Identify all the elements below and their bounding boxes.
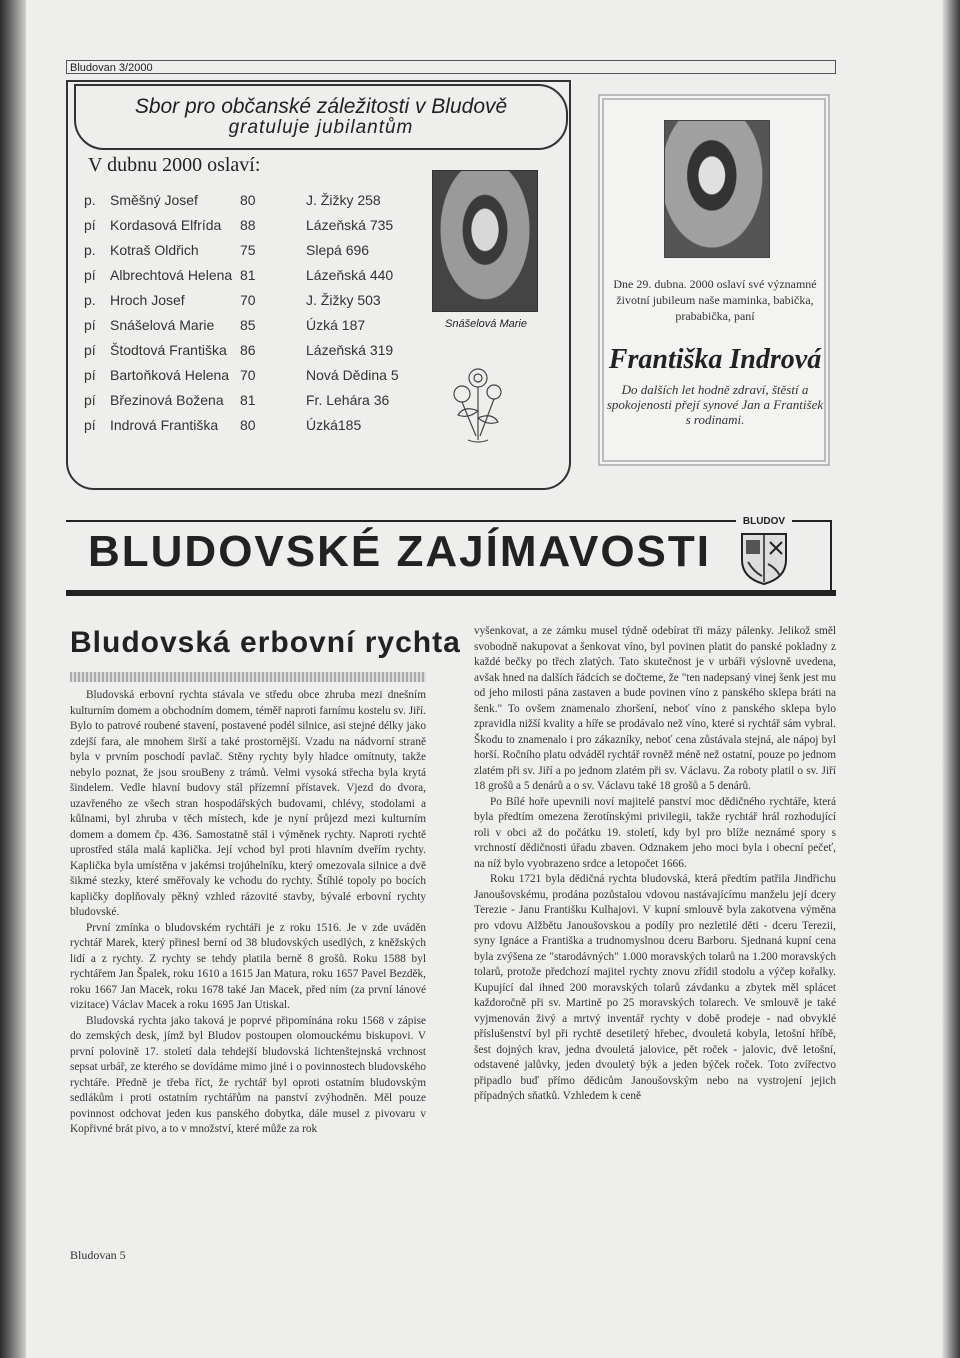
row-name: Kotraš Oldřich [110, 242, 199, 258]
portrait-photo [432, 170, 538, 312]
binding-shadow-left [0, 0, 26, 1358]
row-age: 86 [240, 342, 256, 358]
celebrate-heading: V dubnu 2000 oslaví: [88, 154, 261, 176]
row-age: 80 [240, 192, 256, 208]
article-title-rule [70, 672, 426, 682]
row-name: Albrechtová Helena [110, 267, 233, 283]
section-title: BLUDOVSKÉ ZAJÍMAVOSTI [88, 527, 712, 576]
row-name: Štodtová Františka [110, 342, 227, 358]
row-age: 85 [240, 317, 256, 333]
row-name: Březinová Božena [110, 392, 224, 408]
row-name: Bartoňková Helena [110, 367, 230, 383]
row-title: pí [84, 217, 96, 233]
running-header: Bludovan 3/2000 [66, 60, 836, 74]
row-address: Lázeňská 735 [306, 217, 394, 233]
row-age: 70 [240, 367, 256, 383]
section-banner-rule [66, 590, 836, 596]
row-age: 88 [240, 217, 256, 233]
paragraph: První zmínka o bludovském rychtáři je z roku 1516. Je v zde uváděn rychtář Marek, který přinesl berní od 38 bludovských usedlých, z kněžských lidí a z rychty. Z rychty se tehdy platila berně 8 grošů. Roku 1588 byl rychtářem Jan Špalek, roku 1610 a 1615 Jan Matura, roku 1657 Pavel Bezděk, roku 1667 Jan Macek, roku 1678 také Jan Macek, před ním (za první lánové vizitace) Václav Macek a roku 1695 Jan Utiskal. [70, 921, 426, 1011]
row-title: pí [84, 392, 96, 408]
row-address: J. Žižky 503 [306, 292, 381, 308]
paragraph: Roku 1721 byla dědičná rychta bludovská, která předtím patřila Jindřichu Janoušovskému, prodána pozůstalou vdovou nastávajícímu manželu její dcery Terezie - Janu Františku Kulhajovi. V kupní smlouvě byla zakotvena výměna pro vdovu Alžbětu Janoušovskou a podíly pro nezletilé děti - dceru Terezii, syny Ignáce a Františka a trudnomyslnou dceru Barboru. Sjednaná kupní cena byla zvýšena ze "starodávných" 1.000 moravských tolarů na 1.200 moravských tolarů, protože předchozí majitel rychty znovu zřídil stodolu a výčep kořalky. Kupující dal ihned 200 moravských tolarů závdanku a zbytek měl splácet každoročně při sv. Martině po 25 moravských tolarech. Ve smlouvě je také vyjmenován živý a mrtvý inventář rychty v době prodeje - nad obvyklé příslušenství byl při rychtě desetiletý hřebec, dvouletá kobyla, letošní hříbě, šest dojných krav, jedna dvouletá jalovice, pět roček - jalovic, dvě letošní, odstavené jalůvky, jeden dvouletý býk a jeden býček roček. Toto zvířectvo připadlo buď přímo dědicům Janoušovským nebo na vystrojení jejich případných sňatků. Vzhledem k ceně [474, 873, 836, 1102]
row-name: Hroch Josef [110, 292, 185, 308]
row-title: pí [84, 317, 96, 333]
jubilee-portrait-photo [664, 120, 770, 258]
paragraph: vyšenkovat, a ze zámku musel týdně odebírat tři mázy pálenky. Jelikož směl svobodně nakupovat a šenkovat víno, byl povinen platit do panské pokladny z každé bečky po třech zlatých. Tato skutečnost je v urbáři výslovně uvedena, avšak hned na dalších řádcích se dočteme, že "ten nadepsaný vinej šenk jest mu od jeho milosti pána zastaven a bude povinen víno z panského sklepa bráti na šenk." To ovšem znamenalo zhoršení, neboť víno z panského sklepa bylo zpravidla nižší kvality a híře se prodávalo než víno, které si rychtář sám vybral. Škodu to znamenalo i pro zákazníky, neboť cena zůstávala stejná, ale nápoj byl horší. Ročního platu odváděl rychtář rovněž méně než ostatní, pouze po jednom zlatém při sv. Jiří a po jednom zlatém při sv. Václavu. Za roboty platil o sv. Jiří 18 grošů a 5 denárů a o sv. Václavu také 18 grošů a 5 denárů. [474, 625, 836, 792]
flower-bouquet-icon [438, 356, 518, 446]
row-title: p. [84, 292, 96, 308]
row-name: Snášelová Marie [110, 317, 215, 333]
jubilee-wish: Do dalších let hodně zdraví, štěstí a spokojenosti přejí synové Jan a František s rodinami. [606, 382, 824, 427]
paragraph: Bludovská rychta jako taková je poprvé připomínána roku 1568 v zápise do zemských desk, jímž byl Bludov postoupen olomouckému biskupovi. V první polovině 17. století dala tehdejší bludovská lichtenštejnská vrchnost sepsat urbář, ze kterého se dovídáme mimo jiné i o povinnostech bludovského rychtáře. Předně je třeba říct, že rychtář byl oproti ostatním bludovským sedlákům i proti ostatním rychtářům na panství zvýhodněn. Měl pouze povinnost odchovat jeden kus panského dobytka, dále musel z pivovaru v Kopřivné brát pivo, a to v množství, které může za rok [70, 1014, 426, 1135]
row-address: Lázeňská 440 [306, 267, 394, 283]
row-name: Směšný Josef [110, 192, 198, 208]
row-age: 81 [240, 267, 256, 283]
row-address: Nová Dědina 5 [306, 367, 399, 383]
crest-label: BLUDOV [736, 516, 792, 527]
row-title: pí [84, 367, 96, 383]
row-address: Úzká 187 [306, 317, 366, 333]
row-name: Kordasová Elfrída [110, 217, 222, 233]
row-title: p. [84, 192, 96, 208]
row-address: Lázeňská 319 [306, 342, 394, 358]
row-title: p. [84, 242, 96, 258]
jubilants-title-line1: Sbor pro občanské záležitosti v Bludově [134, 95, 508, 118]
row-title: pí [84, 267, 96, 283]
jubilants-title-line2: gratuluje jubilantům [228, 117, 414, 138]
row-address: J. Žižky 258 [306, 192, 381, 208]
photo-caption: Snášelová Marie [445, 318, 527, 330]
article-title: Bludovská erbovní rychta [70, 626, 461, 659]
jubilants-title-banner [74, 84, 568, 150]
paragraph: Bludovská erbovní rychta stávala ve středu obce zhruba mezi dnešním kulturním domem a obchodním domem, téměř naproti farnímu kostelu sv. Jiří. Bylo to patrové roubené stavení, postavené podél silnice, asi stejné délky jako zdejší fara, ale mnohem širší a také prostornější. Vzadu na nádvorní straně byla v prvním poschodí pavlač. Stěny rychty byly hladce omítnuty, takže nebylo poznat, že jsou srouBeny z trámů. Velmi vysoká střecha byla krytá šindelem. Vedle hlavní budovy stál přízemní přístavek. Vjezd do dvora, uzavřeného ze všech stran hospodářských budovami, chlévy, stodolami a kůlnami, byl zhruba v těch místech, kde je nyní průjezd mezi kulturním domem a domem čp. 436. Samostatně stál i výměnek rychty. Naproti rychtě uprostřed stála malá kaplička. Její vchod byl proti hlavním dveřím rychty. Kaplička byla umístěna v jakémsi trojúhelníku, který omezovala silnice a dvě šikmé stezky, které směřovaly ke vchodu do rychty. Štíhlé topoly po bocích kapličky doplňovaly pěkný vzhled rázovité stavby, bývalé erbovní rychty bludovské. [70, 689, 426, 918]
row-title: pí [84, 342, 96, 358]
page-footer: Bludovan 5 [70, 1248, 126, 1262]
paragraph: Po Bílé hoře upevnili noví majitelé panství moc dědičného rychtáře, která byla předtím omezena žerotínskými privilegii, takže rychtář hrál rozhodující roli v obci až do počátku 19. století, kdy byl pro blíže neznámé spory s vrchností dědičnosti úřadu zbaven. Odznakem jeho moci byla i obecní pečeť, na níž bylo vyobrazeno srdce a letopočet 1666. [474, 795, 836, 870]
row-age: 75 [240, 242, 256, 258]
row-address: Slepá 696 [306, 242, 370, 258]
row-title: pí [84, 417, 96, 433]
page-edge-right [942, 0, 960, 1358]
article-column-1 [70, 688, 426, 1138]
row-address: Úzká185 [306, 417, 362, 433]
row-name: Indrová Františka [110, 417, 219, 433]
jubilee-name: Františka Indrová [608, 344, 822, 375]
row-age: 80 [240, 417, 256, 433]
row-address: Fr. Lehára 36 [306, 392, 390, 408]
row-age: 81 [240, 392, 256, 408]
article-column-2 [474, 624, 836, 1105]
jubilee-text: Dne 29. dubna. 2000 oslaví své významné životní jubileum naše maminka, babička, prababička, paní [613, 277, 817, 323]
coat-of-arms-icon [738, 530, 790, 586]
row-age: 70 [240, 292, 256, 308]
